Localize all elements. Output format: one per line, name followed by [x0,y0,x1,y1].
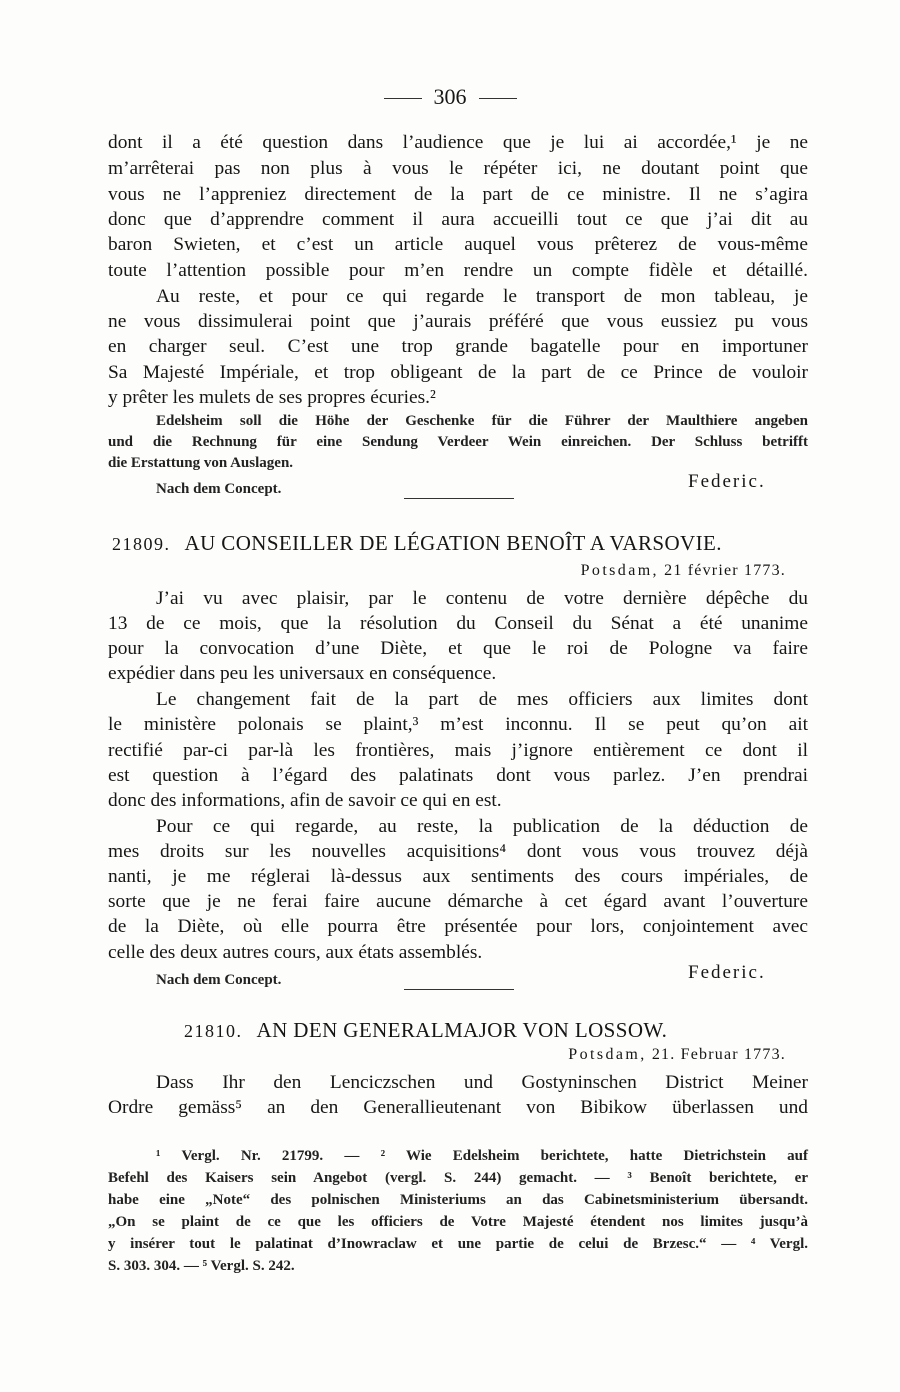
text-line: J’ai vu avec plaisir, par le contenu de votre dernière dépêche du [156,588,808,609]
letter-dateline [581,562,786,580]
letter-number: 21810. [184,1021,243,1041]
text-line: nanti, je me réglerai là-dessus aux sentiments des cours impériales, de [108,866,808,887]
letter-dateline [568,1046,786,1064]
text-line: Sa Majesté Impériale, et trop obligeant de la part de ce Prince de vouloir [108,362,808,383]
letter-date: 21 février 1773. [664,562,786,579]
text-line: Au reste, et pour ce qui regarde le transport de mon tableau, je [156,286,808,307]
signature: Federic. [688,471,766,492]
footnote-line: „On se plaint de ce que les officiers de Votre Majesté étendent nos limites jusqu’à [108,1214,808,1230]
text-line: expédier dans peu les universaux en conséquence. [108,663,497,684]
text-line: ne vous dissimulerai point que j’aurais préféré que vous eussiez pu vous [108,311,808,332]
letter-recipient: AN DEN GENERALMAJOR VON LOSSOW. [256,1018,668,1042]
section-divider [404,498,514,499]
text-line: rectifié par-ci par-là les frontières, mais j’ignore entièrement ce dont il [108,740,808,761]
text-line: est question à l’égard des palatinats dont vous parlez. J’en prendrai [108,765,808,786]
text-line: sorte que je ne ferai faire aucune démarche à cet égard avant l’ouverture [108,891,808,912]
source-note: Nach dem Concept. [156,481,282,497]
footnote-line: Befehl des Kaisers sein Angebot (vergl. S. 244) gemacht. — ³ Benoît berichtete, er [108,1170,808,1186]
letter-date: 21. Februar 1773. [651,1046,786,1063]
text-line: toute l’attention possible pour m’en rendre un compte fidèle et détaillé. [108,260,808,281]
text-line: dont il a été question dans l’audience que je lui ai accordée,¹ je ne [108,132,808,153]
footnote-line: habe eine „Note“ des polnischen Ministeriums an das Cabinetsministerium übersandt. [108,1192,808,1208]
letter-recipient: AU CONSEILLER DE LÉGATION BENOÎT A VARSOVIE. [184,531,722,555]
summary-line: die Erstattung von Auslagen. [108,455,294,471]
letter-place: Potsdam, [568,1046,647,1063]
text-line: baron Swieten, et c’est un article auquel vous prêterez de vous-même [108,234,808,255]
text-line: 13 de ce mois, que la résolution du Conseil du Sénat a été unanime [108,613,808,634]
page-header [0,84,900,110]
footnote-line: y insérer tout le palatinat d’Inowraclaw et une partie de celui de Brzesc.“ — ⁴ Vergl. [108,1236,808,1252]
text-line: donc des informations, afin de savoir ce qui en est. [108,790,502,811]
text-line: Ordre gemäss⁵ an den Generallieutenant von Bibikow überlassen und [108,1097,808,1118]
letter-number: 21809. [112,534,171,554]
text-line: celle des deux autres cours, aux états assemblés. [108,942,483,963]
text-line: Pour ce qui regarde, au reste, la publication de la déduction de [156,816,808,837]
letter-heading [112,531,722,556]
summary-line: und die Rechnung für eine Sendung Verdeer Wein einreichen. Der Schluss betrifft [108,434,808,450]
summary-line: Edelsheim soll die Höhe der Geschenke für die Führer der Maulthiere angeben [156,413,808,429]
letter-place: Potsdam, [580,562,659,579]
section-divider [404,989,514,990]
header-dash-left [384,98,422,99]
page-number: 306 [433,84,467,109]
footnote-line: S. 303. 304. — ⁵ Vergl. S. 242. [108,1258,295,1274]
text-line: vous ne l’appreniez directement de la part de ce ministre. Il ne s’agira [108,184,808,205]
header-dash-right [479,98,517,99]
text-line: mes droits sur les nouvelles acquisitions⁴ dont vous vous trouvez déjà [108,841,808,862]
letter-heading [184,1018,667,1043]
footnote-line: ¹ Vergl. Nr. 21799. — ² Wie Edelsheim berichtete, hatte Dietrichstein auf [156,1148,808,1164]
text-line: de la Diète, où elle pourra être présentée pour lors, conjointement avec [108,916,808,937]
source-note: Nach dem Concept. [156,972,282,988]
text-line: y prêter les mulets de ses propres écuries.² [108,387,436,408]
text-line: en charger seul. C’est une trop grande bagatelle pour en importuner [108,336,808,357]
text-line: Le changement fait de la part de mes officiers aux limites dont [156,689,808,710]
text-line: le ministère polonais se plaint,³ m’est inconnu. Il se peut qu’on ait [108,714,808,735]
signature: Federic. [688,962,766,983]
text-line: m’arrêterai pas non plus à vous le répéter ici, ne doutant point que [108,158,808,179]
text-line: donc que d’apprendre comment il aura accueilli tout ce que j’ai dit au [108,209,808,230]
text-line: Dass Ihr den Lenciczschen und Gostyninschen District Meiner [156,1072,808,1093]
text-line: pour la convocation d’une Diète, et que le roi de Pologne va faire [108,638,808,659]
